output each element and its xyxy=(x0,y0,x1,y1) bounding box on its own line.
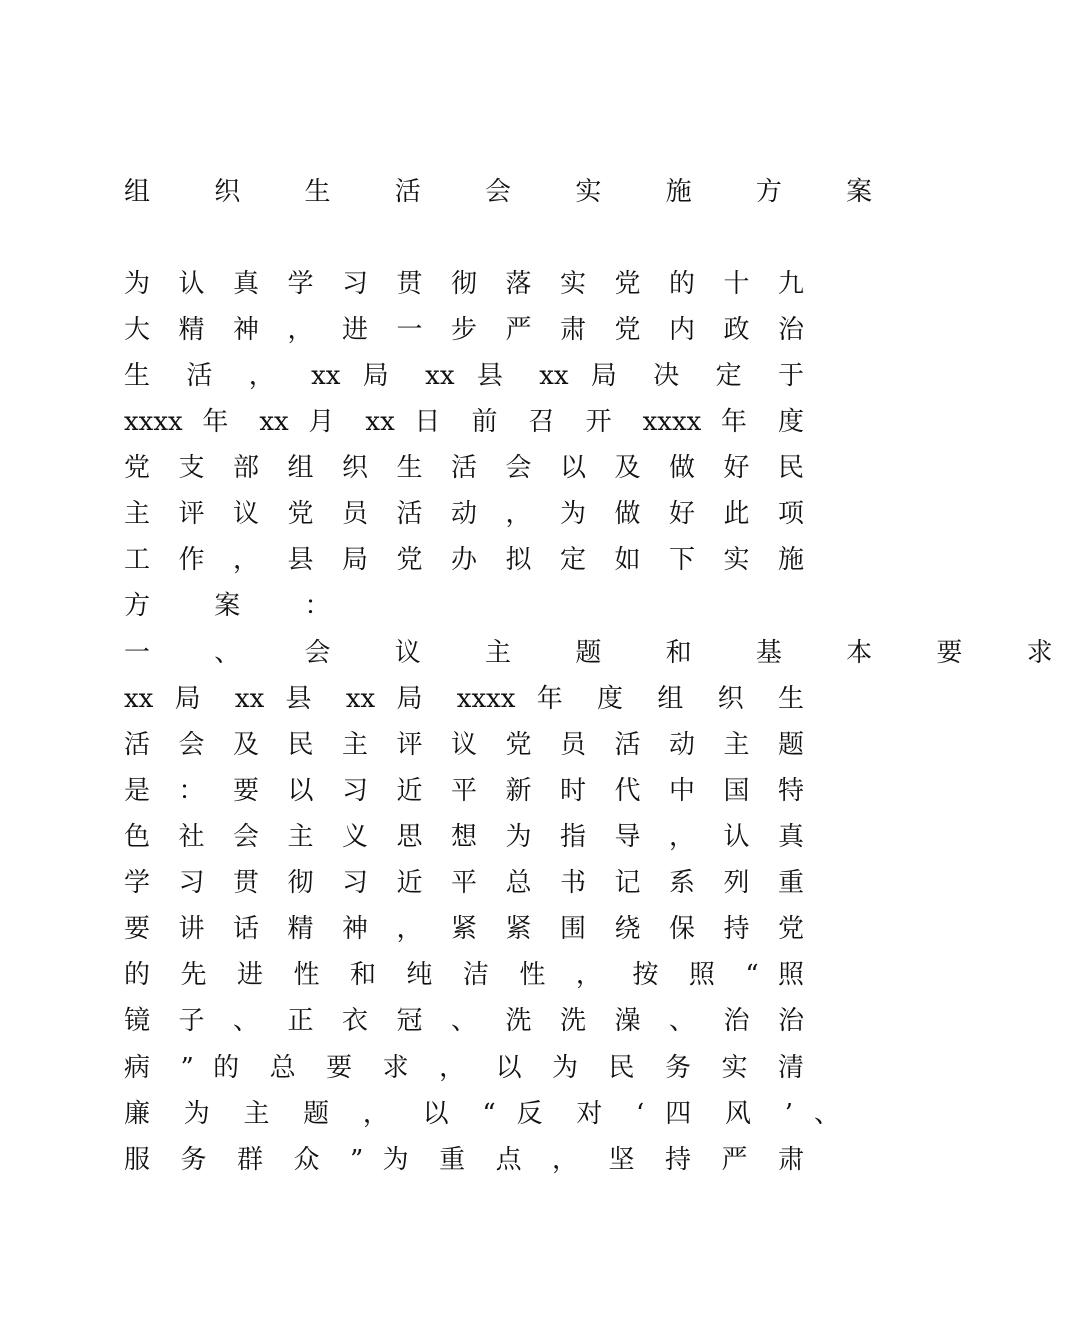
body-line-7: 工 作 ， 县 局 党 办 拟 定 如 下 实 施 xyxy=(124,545,804,575)
body-line-13: 色 社 会 主 义 思 想 为 指 导 ， 认 真 xyxy=(124,822,804,852)
body-line-20: 服 务 群 众 ” 为 重 点 ， 坚 持 严 肃 xyxy=(124,1145,804,1175)
body-line-5: 党 支 部 组 织 生 活 会 以 及 做 好 民 xyxy=(124,453,804,483)
body-line-6: 主 评 议 党 员 活 动 ， 为 做 好 此 项 xyxy=(124,499,804,529)
body-line-1: 为 认 真 学 习 贯 彻 落 实 党 的 十 九 xyxy=(124,269,804,299)
body-line-2: 大 精 神 ， 进 一 步 严 肃 党 内 政 治 xyxy=(124,315,804,345)
body-line-8: 方 案 ： xyxy=(124,591,359,621)
body-line-4: xxxx 年 xx 月 xx 日 前 召 开 xxxx 年 度 xyxy=(124,407,804,437)
body-line-16: 的 先 进 性 和 纯 洁 性 ， 按 照 “ 照 xyxy=(124,960,804,990)
body-line-19: 廉 为 主 题 ， 以 “ 反 对 ‘ 四 风 ’ 、 xyxy=(124,1099,840,1129)
body-line-3: 生 活 ， xx 局 xx 县 xx 局 决 定 于 xyxy=(124,361,804,391)
body-line-15: 要 讲 话 精 神 ， 紧 紧 围 绕 保 持 党 xyxy=(124,914,804,944)
body-line-11: 活 会 及 民 主 评 议 党 员 活 动 主 题 xyxy=(124,730,804,760)
body-line-18: 病 ” 的 总 要 求 ， 以 为 民 务 实 清 xyxy=(124,1053,804,1083)
body-line-12: 是 ： 要 以 习 近 平 新 时 代 中 国 特 xyxy=(124,776,804,806)
body-line-17: 镜 子 、 正 衣 冠 、 洗 洗 澡 、 治 治 xyxy=(124,1006,804,1036)
document-title: 组 织 生 活 会 实 施 方 案 xyxy=(124,177,901,207)
body-line-10: xx 局 xx 县 xx 局 xxxx 年 度 组 织 生 xyxy=(124,684,804,714)
section-heading-1: 一 、 会 议 主 题 和 基 本 要 求 xyxy=(124,638,1081,668)
body-line-14: 学 习 贯 彻 习 近 平 总 书 记 系 列 重 xyxy=(124,868,804,898)
